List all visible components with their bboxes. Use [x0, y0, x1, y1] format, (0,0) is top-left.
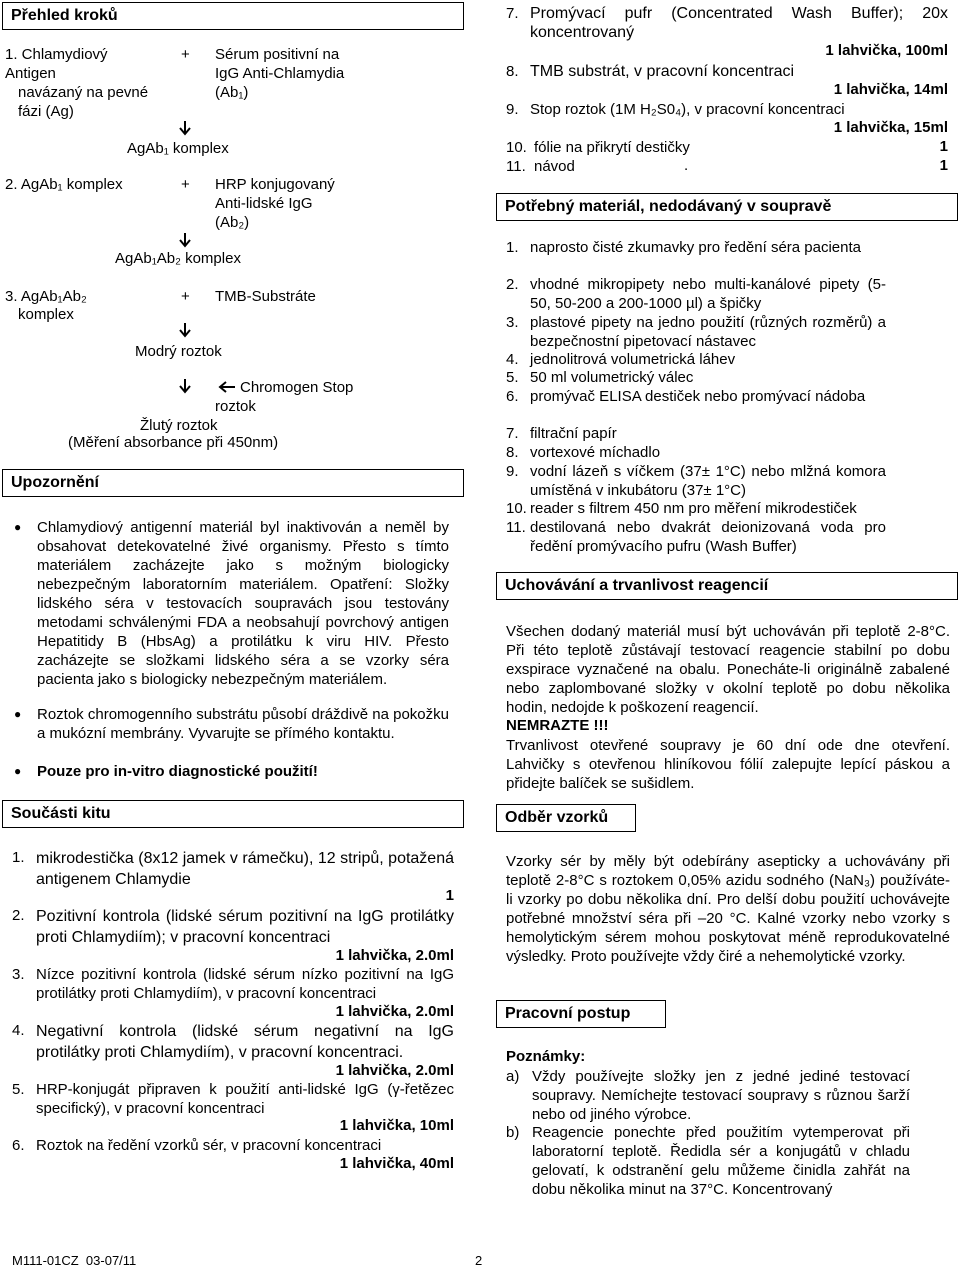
kit-item-num: 5. [12, 1081, 25, 1098]
down-arrow-icon [178, 232, 192, 248]
needed-item-num: 4. [506, 351, 519, 368]
storage-paragraph-1: Všechen dodaný materiál musí být uchováván při teplotě 2-8°C. Při této teplotě zůstávají testovací reagencie stabilní po dobu exspirace vyznačené na obalu. Ponecháte-li originálně zabalené nebo zaplombované složky v okolní teplotě po dobu několika hodin, nedojde k poškození reagencií. [506, 623, 950, 716]
kit-item-qty: 1 lahvička, 15ml [833, 119, 948, 136]
kit-item-qty: 1 lahvička, 2.0ml [335, 947, 454, 964]
step3-left-1: 3. AgAb₁Ab₂ [5, 288, 87, 305]
needed-item-text: vodní lázeň s víčkem (37± 1°C) nebo mlžná komora umístěná v inkubátoru (37± 1°C) [530, 463, 886, 499]
step2-product: AgAb₁Ab₂ komplex [115, 250, 241, 267]
needed-item-num: 5. [506, 369, 519, 386]
needed-item-10 [506, 499, 906, 518]
kit-item-3 [12, 965, 454, 1005]
kit-item-dot: . [684, 157, 689, 174]
bullet-icon: ● [14, 764, 22, 778]
overview-heading: Přehled kroků [2, 2, 464, 30]
needed-item-num: 11. [506, 519, 526, 536]
procedure-notes-label: Poznámky: [506, 1048, 586, 1065]
sampling-heading: Odběr vzorků [496, 804, 636, 832]
kit-item-text: Promývací pufr (Concentrated Wash Buffer); 20x koncentrovaný [530, 5, 948, 41]
storage-warning: NEMRAZTE !!! [506, 717, 609, 734]
kit-item-num: 7. [506, 5, 519, 22]
kit-item-text: fólie na přikrytí destičky [534, 139, 690, 156]
kit-item-10 [506, 138, 948, 158]
step3-plus: + [181, 288, 190, 305]
kit-item-8 [506, 62, 948, 82]
step1-right-2: IgG Anti-Chlamydia [215, 65, 345, 82]
kit-item-num: 6. [12, 1137, 25, 1154]
down-arrow-icon [178, 322, 192, 338]
kit-item-4 [12, 1021, 454, 1063]
procedure-note-num: b) [506, 1124, 520, 1141]
warning-heading: Upozornění [2, 469, 464, 497]
needed-item-text: destilovaná nebo dvakrát deionizovaná voda pro ředění promývacího pufru (Wash Buffer) [530, 519, 886, 555]
kit-item-2 [12, 906, 454, 948]
step3-measure: (Měření absorbance při 450nm) [68, 434, 279, 451]
needed-item-text: promývač ELISA destiček nebo promývací nádoba [530, 388, 866, 405]
needed-item-2 [506, 275, 886, 313]
step3-stop-1: Chromogen Stop [240, 379, 354, 396]
warning-bullet-2: Roztok chromogenního substrátu působí dráždivě na pokožku a mukózní membrány. Vyvarujte se přímého kontaktu. [37, 706, 449, 742]
kit-item-9 [506, 100, 948, 120]
footer-code: M111-01CZ 03-07/11 [12, 1253, 137, 1268]
step2-right-3: (Ab₂) [215, 214, 250, 231]
kit-item-num: 9. [506, 101, 519, 118]
procedure-note-num: a) [506, 1068, 520, 1085]
needed-item-text: vhodné mikropipety nebo multi-kanálové pipety (5-50, 50-200 a 200-1000 µl) a špičky [530, 276, 886, 312]
kit-item-7 [506, 4, 948, 44]
step2-plus: + [181, 176, 190, 193]
needed-item-num: 10. [506, 500, 527, 517]
step1-left-2: Antigen [5, 65, 56, 82]
step3-right: TMB-Substráte [215, 288, 316, 305]
kit-item-text: HRP-konjugát připraven k použití anti-lidské IgG (γ-řetězec specifický), v pracovní koncentraci [36, 1081, 454, 1117]
warning-bullet-1: Chlamydiový antigenní materiál byl inaktivován a neměl by obsahovat detekovatelné živé organismy. Přesto s tímto materiálem zacházejte jako s možným biologicky nebezpečným laboratorním materiálem. Opatření: Složky lidského séra v testovacích soupravách jsou testovány metodami schválenými FDA a neobsahují povrchový antigen Hepatitidy B (HbsAg) a protilátku k viru HIV. Přesto zacházejte se složkami lidského séra a se vzorky séra pacienta jako s biologicky nebezpečným materiálem. [37, 519, 449, 688]
kit-item-qty: 1 lahvička, 10ml [339, 1117, 454, 1134]
needed-item-text: plastové pipety na jedno použití (různých rozměrů) a bezpečnostní pipetovací nástavec [530, 314, 886, 350]
down-arrow-icon [178, 120, 192, 136]
kit-item-qty: 1 lahvička, 14ml [833, 81, 948, 98]
needed-item-9 [506, 462, 886, 500]
needed-heading: Potřebný materiál, nedodávaný v soupravě [496, 193, 958, 221]
kit-item-text: Stop roztok (1M H₂S0₄), v pracovní koncentraci [530, 101, 845, 118]
kit-item-text: Nízce pozitivní kontrola (lidské sérum nízko pozitivní na IgG protilátky proti Chlamydiím), v pracovní koncentraci [36, 966, 454, 1002]
needed-item-num: 8. [506, 444, 519, 461]
kit-item-text: Negativní kontrola (lidské sérum negativní na IgG protilátky proti Chlamydiím), v pracovní koncentraci. [36, 1023, 454, 1061]
kit-item-6 [12, 1136, 454, 1156]
kit-item-num: 11. [506, 158, 526, 175]
kit-item-qty: 1 lahvička, 2.0ml [335, 1062, 454, 1079]
needed-item-text: vortexové míchadlo [530, 444, 661, 461]
kit-item-qty: 1 lahvička, 2.0ml [335, 1003, 454, 1020]
step2-right-1: HRP konjugovaný [215, 176, 335, 193]
needed-item-num: 1. [506, 239, 519, 256]
kit-item-text: mikrodestička (8x12 jamek v rámečku), 12 stripů, potažená antigenem Chlamydie [36, 850, 454, 888]
needed-item-8 [506, 443, 886, 462]
bullet-icon: ● [14, 520, 22, 534]
needed-item-1 [506, 238, 886, 276]
needed-item-text: jednolitrová volumetrická láhev [530, 351, 736, 368]
needed-item-text: filtrační papír [530, 425, 617, 442]
step1-product: AgAb₁ komplex [127, 140, 229, 157]
kit-item-num: 1. [12, 849, 25, 866]
kit-item-num: 2. [12, 907, 25, 924]
step1-left-1: 1. Chlamydiový [5, 46, 108, 63]
step3-left-2: komplex [18, 306, 74, 323]
procedure-heading: Pracovní postup [496, 1000, 666, 1028]
kit-item-num: 10. [506, 139, 527, 156]
needed-item-11 [506, 518, 886, 556]
needed-item-5 [506, 368, 886, 387]
needed-item-num: 3. [506, 314, 519, 331]
step1-right-1: Sérum positivní na [215, 46, 340, 63]
needed-item-6 [506, 387, 886, 425]
step3-stop-2: roztok [215, 398, 256, 415]
kit-item-qty: 1 [939, 138, 948, 155]
storage-heading: Uchovávání a trvanlivost reagencií [496, 572, 958, 600]
kit-item-num: 4. [12, 1022, 25, 1039]
kit-heading: Součásti kitu [2, 800, 464, 828]
needed-item-4 [506, 350, 886, 369]
procedure-note-text: Vždy používejte složky jen z jedné jediné testovací soupravy. Nemíchejte testovací soupravy s různou šarží nebo od jiného výrobce. [532, 1068, 910, 1123]
step1-right-3: (Ab₁) [215, 84, 249, 101]
kit-item-qty: 1 lahvička, 100ml [825, 42, 948, 59]
needed-item-num: 6. [506, 388, 519, 405]
kit-item-qty: 1 lahvička, 40ml [339, 1155, 454, 1172]
step1-plus: + [181, 46, 190, 63]
needed-item-num: 2. [506, 276, 519, 293]
kit-item-text: Roztok na ředění vzorků sér, v pracovní koncentraci [36, 1137, 382, 1154]
step3-product2: Žlutý roztok [140, 417, 218, 434]
procedure-note-a [506, 1067, 910, 1124]
needed-item-3 [506, 313, 886, 351]
kit-item-text: TMB substrát, v pracovní koncentraci [530, 63, 795, 80]
kit-item-qty: 1 [445, 887, 454, 904]
kit-item-text: Pozitivní kontrola (lidské sérum pozitivní na IgG protilátky proti Chlamydiím); v pracovní koncentraci [36, 908, 454, 946]
step2-left: 2. AgAb₁ komplex [5, 176, 123, 193]
needed-item-text: reader s filtrem 450 nm pro měření mikrodestiček [530, 500, 857, 517]
sampling-paragraph: Vzorky sér by měly být odebírány asepticky a uchovávány při teplotě 2-8°C s roztokem 0,05% azidu sodného (NaN₃) používáte-li vzorky po dobu několika dní. Pro delší dobu použití uchovávejte potřebné množství séra při –20 °C. Kalné vzorky nebo vzorky s hemolytickým sérem mohou poskytovat méně reprodukovatelné výsledky. Proto používejte vždy čiré a nehemolytické vzorky. [506, 853, 950, 965]
warning-bullet-3: Pouze pro in-vitro diagnostické použití! [37, 763, 318, 780]
needed-item-num: 9. [506, 463, 519, 480]
step1-left-3: navázaný na pevné [18, 84, 149, 101]
needed-item-text: 50 ml volumetrický válec [530, 369, 694, 386]
storage-paragraph-2: Trvanlivost otevřené soupravy je 60 dní ode dne otevření. Lahvičky s otevřenou hliníkovou fólií zalepujte lepící páskou a přidejte balíček se sušidlem. [506, 737, 950, 792]
kit-item-num: 3. [12, 966, 25, 983]
needed-item-7 [506, 424, 886, 443]
kit-item-num: 8. [506, 63, 519, 80]
step3-product1: Modrý roztok [135, 343, 222, 360]
left-arrow-icon [218, 380, 236, 394]
kit-item-text: návod [534, 158, 575, 175]
footer-page: 2 [475, 1253, 483, 1268]
procedure-note-b [506, 1123, 910, 1199]
procedure-note-text: Reagencie ponechte před použitím vytemperovat při laboratorní teplotě. Ředidla sér a konjugátů v chladu gelovatí, k odstranění gelu můžeme činidla zahřát na dobu několika minut na 37°C. Koncentrovaný [532, 1124, 910, 1198]
kit-item-qty: 1 [939, 157, 948, 174]
step1-left-4: fázi (Ag) [18, 103, 74, 120]
needed-item-num: 7. [506, 425, 519, 442]
needed-item-text: naprosto čisté zkumavky pro ředění séra pacienta [530, 239, 862, 256]
step2-right-2: Anti-lidské IgG [215, 195, 313, 212]
down-arrow-icon [178, 378, 192, 394]
kit-item-11 [506, 157, 948, 177]
kit-item-5 [12, 1080, 454, 1120]
bullet-icon: ● [14, 707, 22, 721]
